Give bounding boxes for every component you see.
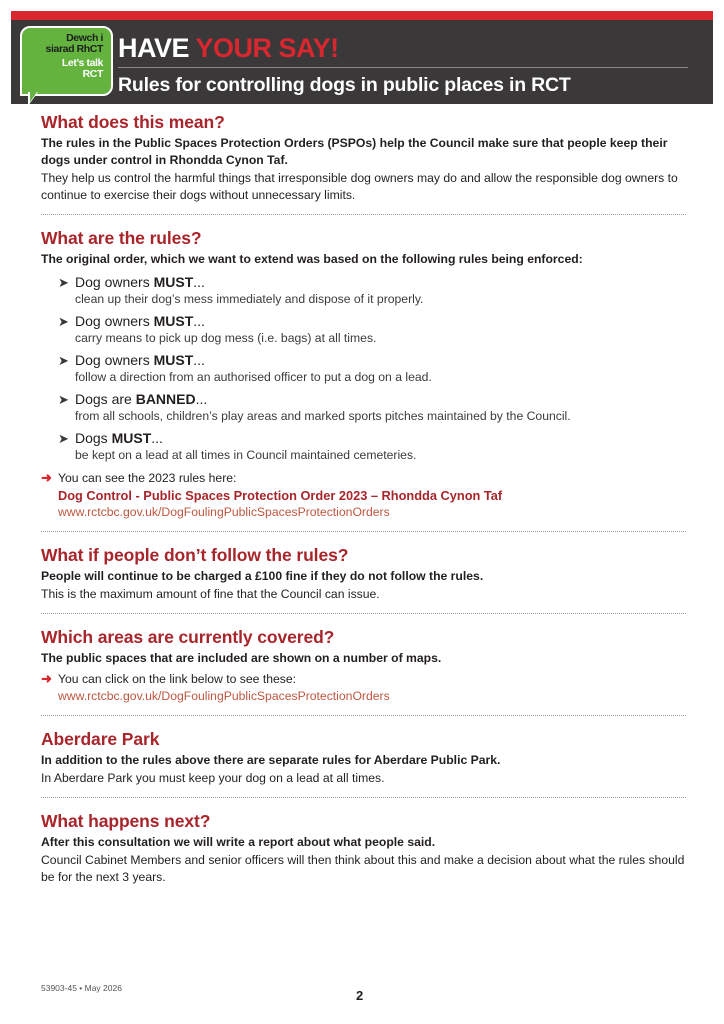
rule-description: clean up their dog’s mess immediately and dispose of it properly.: [75, 292, 424, 306]
rule-description: from all schools, children’s play areas and marked sports pitches maintained by the Council.: [75, 409, 571, 423]
arrowhead-right-icon: ➤: [58, 275, 69, 290]
rule-description: follow a direction from an authorised officer to put a dog on a lead.: [75, 370, 432, 384]
red-arrow-right-icon: ➜: [41, 671, 52, 686]
main-content: [41, 111, 686, 896]
dotted-divider: [41, 613, 686, 614]
lets-talk-rct-badge: [20, 26, 113, 96]
section-paragraph: Council Cabinet Members and senior officers will then think about this and make a decision about what the rules should be for the next 3 years.: [41, 853, 685, 884]
section-heading: Aberdare Park: [41, 729, 160, 749]
section-aberdare-park: [41, 728, 686, 797]
dotted-divider: [41, 715, 686, 716]
section-what-happens-next: [41, 810, 686, 896]
dotted-divider: [41, 797, 686, 798]
title-divider: [118, 67, 688, 68]
section-lead: The rules in the Public Spaces Protection Orders (PSPOs) help the Council make sure that people keep their dogs under control in Rhondda Cynon Taf.: [41, 136, 668, 167]
document-code: 53903-45 • May 2026: [41, 983, 122, 993]
dotted-divider: [41, 214, 686, 215]
red-arrow-right-icon: ➜: [41, 470, 52, 485]
rule-item: ➤ Dogs MUST... be kept on a lead at all times in Council maintained cemeteries.: [58, 430, 686, 463]
section-lead: The original order, which we want to extend was based on the following rules being enforced:: [41, 252, 583, 266]
section-what-does-this-mean: [41, 111, 686, 214]
section-what-are-the-rules: [41, 227, 686, 531]
section-lead: After this consultation we will write a report about what people said.: [41, 835, 436, 849]
arrowhead-right-icon: ➤: [58, 314, 69, 329]
rule-item: ➤ Dog owners MUST... clean up their dog’s mess immediately and dispose of it properly.: [58, 274, 686, 307]
maps-url-link[interactable]: www.rctcbc.gov.uk/DogFoulingPublicSpacesProtectionOrders: [58, 689, 390, 703]
rule-item: ➤ Dogs are BANNED... from all schools, children’s play areas and marked sports pitches maintained by the Council.: [58, 391, 686, 424]
link-intro-text: You can click on the link below to see these:: [58, 672, 297, 686]
badge-english-text: Let’s talk RCT: [61, 57, 103, 80]
rule-item: ➤ Dog owners MUST... carry means to pick up dog mess (i.e. bags) at all times.: [58, 313, 686, 346]
section-heading: What happens next?: [41, 811, 211, 831]
badge-welsh-text: Dewch i siarad RhCT: [45, 32, 103, 55]
areas-link-block: [41, 670, 686, 705]
section-paragraph: They help us control the harmful things that irresponsible dog owners may do and allow the responsible dog owners to continue to exercise their dogs without unnecessary limits.: [41, 171, 678, 202]
section-paragraph: This is the maximum amount of fine that the Council can issue.: [41, 587, 380, 601]
rules-list: [41, 274, 686, 463]
top-red-strip: [11, 11, 713, 20]
section-lead: The public spaces that are included are shown on a number of maps.: [41, 651, 442, 665]
pspo-url-link[interactable]: www.rctcbc.gov.uk/DogFoulingPublicSpacesProtectionOrders: [58, 505, 390, 519]
section-heading: What does this mean?: [41, 112, 225, 132]
speech-bubble-tail-fill: [30, 92, 37, 102]
page-title: HAVE YOUR SAY!: [118, 33, 339, 63]
arrowhead-right-icon: ➤: [58, 431, 69, 446]
section-paragraph: In Aberdare Park you must keep your dog on a lead at all times.: [41, 771, 385, 785]
section-dont-follow-rules: [41, 544, 686, 613]
rules-link-block: [41, 469, 686, 521]
dotted-divider: [41, 531, 686, 532]
rule-description: carry means to pick up dog mess (i.e. bags) at all times.: [75, 331, 377, 345]
arrowhead-right-icon: ➤: [58, 353, 69, 368]
rule-item: ➤ Dog owners MUST... follow a direction from an authorised officer to put a dog on a lead.: [58, 352, 686, 385]
page-subtitle: Rules for controlling dogs in public places in RCT: [118, 74, 571, 96]
section-areas-covered: [41, 626, 686, 715]
section-heading: What are the rules?: [41, 228, 202, 248]
page-number: 2: [356, 988, 364, 1003]
section-heading: Which areas are currently covered?: [41, 627, 335, 647]
section-lead: People will continue to be charged a £100 fine if they do not follow the rules.: [41, 569, 484, 583]
arrowhead-right-icon: ➤: [58, 392, 69, 407]
pspo-2023-link[interactable]: Dog Control - Public Spaces Protection Order 2023 – Rhondda Cynon Taf: [58, 488, 503, 503]
rule-description: be kept on a lead at all times in Council maintained cemeteries.: [75, 448, 417, 462]
link-intro-text: You can see the 2023 rules here:: [58, 471, 237, 485]
section-heading: What if people don’t follow the rules?: [41, 545, 349, 565]
section-lead: In addition to the rules above there are separate rules for Aberdare Public Park.: [41, 753, 501, 767]
